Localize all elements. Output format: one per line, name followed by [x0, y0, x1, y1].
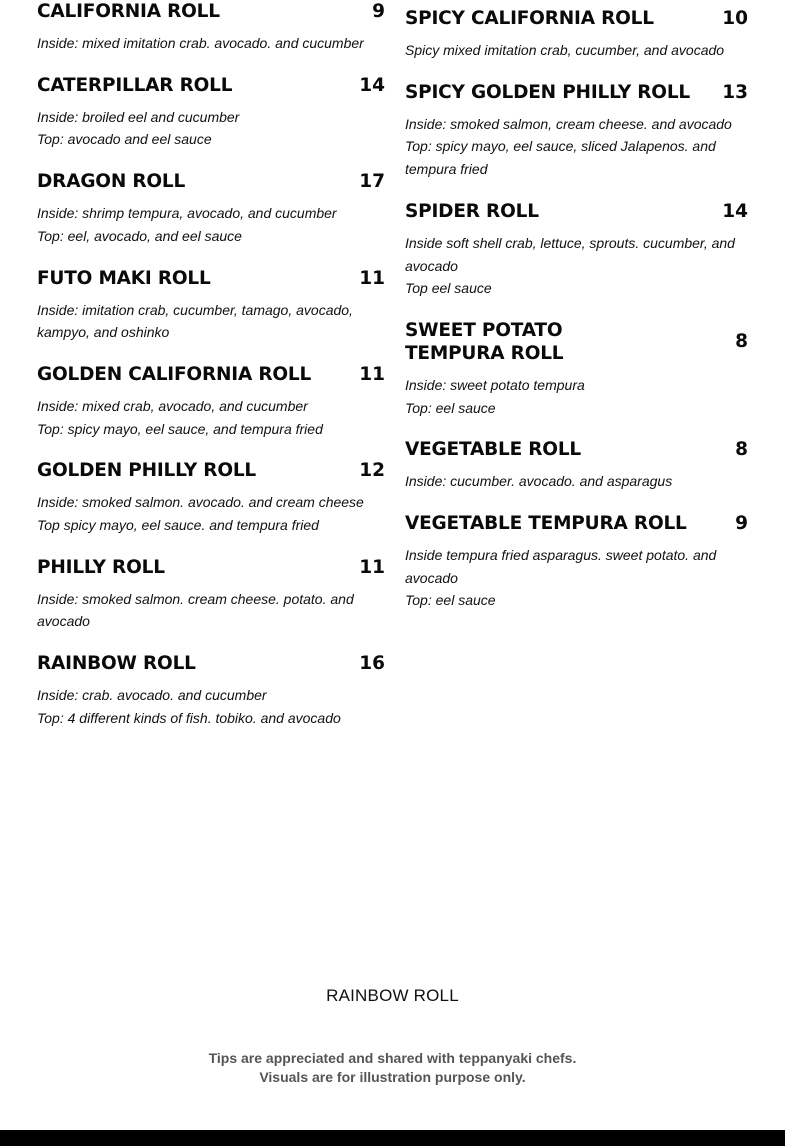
description-line: Spicy mixed imitation crab, cucumber, and avocado [405, 42, 725, 58]
menu-item [37, 556, 385, 633]
menu-item-name: SPICY GOLDEN PHILLY ROLL [405, 81, 691, 103]
menu-item-price: 16 [359, 653, 385, 675]
footer-note [0, 1049, 785, 1086]
menu-item [405, 438, 748, 493]
menu-item-name: SPICY CALIFORNIA ROLL [405, 8, 654, 29]
menu-item [37, 363, 385, 440]
menu-item-price: 11 [359, 556, 385, 578]
menu-item [37, 0, 385, 55]
featured-item-title: RAINBOW ROLL [326, 986, 459, 1005]
description-line: Inside: smoked salmon, cream cheese. and avocado [405, 115, 732, 132]
menu-item-header [405, 200, 748, 223]
menu-item-description [37, 395, 385, 440]
description-line: Inside: broiled eel and cucumber [37, 108, 240, 125]
menu-item-description [405, 39, 748, 62]
menu-item-name: GOLDEN PHILLY ROLL [37, 460, 257, 482]
footer-note-line: Tips are appreciated and shared with teppanyaki chefs. [208, 1050, 577, 1066]
menu-item-name: SPIDER ROLL [405, 200, 539, 222]
description-line: Inside tempura fried asparagus. sweet potato. and [405, 547, 717, 564]
menu-item-header [37, 0, 385, 23]
menu-item-header [37, 267, 385, 290]
description-line: Inside soft shell crab, lettuce, sprouts. cucumber, and [405, 234, 735, 251]
menu-item-description [37, 491, 385, 536]
menu-item-price: 12 [359, 460, 385, 482]
menu-item-header [405, 319, 748, 365]
menu-item-header [405, 7, 748, 30]
menu-item [405, 319, 748, 419]
menu-item-header [37, 652, 385, 675]
menu-item [37, 652, 385, 729]
description-line: Top: spicy mayo, eel sauce, sliced Jalapenos. and [405, 138, 716, 155]
menu-item-name: CATERPILLAR ROLL [37, 74, 233, 96]
description-line: Top eel sauce [405, 280, 492, 297]
description-line: avocado [405, 257, 458, 274]
menu-item [37, 267, 385, 344]
description-line: Inside: shrimp tempura, avocado, and cucumber [37, 205, 337, 222]
menu-item-description [37, 202, 385, 247]
menu-item-name: VEGETABLE TEMPURA ROLL [405, 513, 687, 535]
menu-item-price: 13 [722, 81, 748, 103]
menu-item [37, 170, 385, 247]
menu-item-price: 11 [359, 363, 385, 385]
menu-item-header [37, 170, 385, 193]
menu-item-description [37, 588, 385, 633]
menu-item-name: DRAGON ROLL [37, 171, 186, 193]
menu-item-header [405, 512, 748, 535]
menu-item [37, 74, 385, 151]
description-line: tempura fried [405, 161, 488, 178]
menu-item [405, 512, 748, 612]
menu-item-header [37, 556, 385, 579]
description-line: Top spicy mayo, eel sauce. and tempura fried [37, 517, 319, 534]
description-line: Top: eel sauce [405, 399, 496, 416]
menu-item-price: 8 [735, 331, 748, 353]
menu-column-right [405, 7, 748, 631]
menu-item-description [37, 106, 385, 151]
menu-item-description [37, 32, 385, 55]
menu-item-description [405, 544, 748, 612]
menu-item [405, 200, 748, 300]
description-line: Inside: mixed imitation crab. avocado. and cucumber [37, 35, 364, 51]
menu-item-price: 9 [372, 1, 385, 22]
description-line: Top: 4 different kinds of fish. tobiko. and avocado [37, 709, 341, 726]
menu-item-price: 9 [735, 513, 748, 535]
menu-item-name: FUTO MAKI ROLL [37, 267, 211, 289]
menu-item-name: PHILLY ROLL [37, 556, 165, 578]
menu-item [405, 7, 748, 62]
description-line: Top: eel sauce [405, 592, 496, 609]
menu-item-price: 14 [722, 200, 748, 222]
menu-item-header [405, 81, 748, 104]
menu-item-price: 14 [359, 74, 385, 96]
description-line: Top: eel, avocado, and eel sauce [37, 227, 242, 244]
description-line: Inside: crab. avocado. and cucumber [37, 687, 267, 704]
menu-item [405, 81, 748, 181]
menu-item-price: 8 [735, 439, 748, 461]
description-line: Top: avocado and eel sauce [37, 131, 212, 148]
menu-item-header [37, 74, 385, 97]
menu-item-name: RAINBOW ROLL [37, 653, 196, 675]
menu-item-description [37, 299, 385, 344]
description-line: Top: spicy mayo, eel sauce, and tempura fried [37, 420, 323, 437]
description-line: avocado [37, 613, 90, 630]
menu-item-price: 17 [359, 171, 385, 193]
menu-item-name: SWEET POTATO TEMPURA ROLL [405, 319, 564, 364]
description-line: Inside: smoked salmon. avocado. and cream cheese [37, 494, 364, 511]
menu-item-name: VEGETABLE ROLL [405, 439, 581, 461]
menu-item-name: GOLDEN CALIFORNIA ROLL [37, 363, 312, 385]
bottom-bar [0, 1130, 785, 1146]
menu-column-left [37, 0, 385, 749]
menu-item-name: CALIFORNIA ROLL [37, 1, 220, 22]
menu-item-description [37, 684, 385, 729]
menu-item-description [405, 232, 748, 300]
menu-item-price: 11 [359, 267, 385, 289]
description-line: Inside: cucumber. avocado. and asparagus [405, 473, 673, 490]
description-line: kampyo, and oshinko [37, 324, 170, 341]
description-line: Inside: sweet potato tempura [405, 376, 585, 393]
description-line: Inside: imitation crab, cucumber, tamago, avocado, [37, 301, 353, 318]
menu-item-description [405, 470, 748, 493]
description-line: Inside: mixed crab, avocado, and cucumber [37, 397, 308, 414]
menu-item-header [405, 438, 748, 461]
menu-item-description [405, 113, 748, 181]
menu-item [37, 459, 385, 536]
menu-item-header [37, 363, 385, 386]
menu-item-description [405, 374, 748, 419]
footer-note-line: Visuals are for illustration purpose only. [259, 1068, 526, 1085]
menu-item-header [37, 459, 385, 482]
description-line: Inside: smoked salmon. cream cheese. potato. and [37, 590, 354, 607]
menu-item-price: 10 [722, 8, 748, 29]
description-line: avocado [405, 569, 458, 586]
